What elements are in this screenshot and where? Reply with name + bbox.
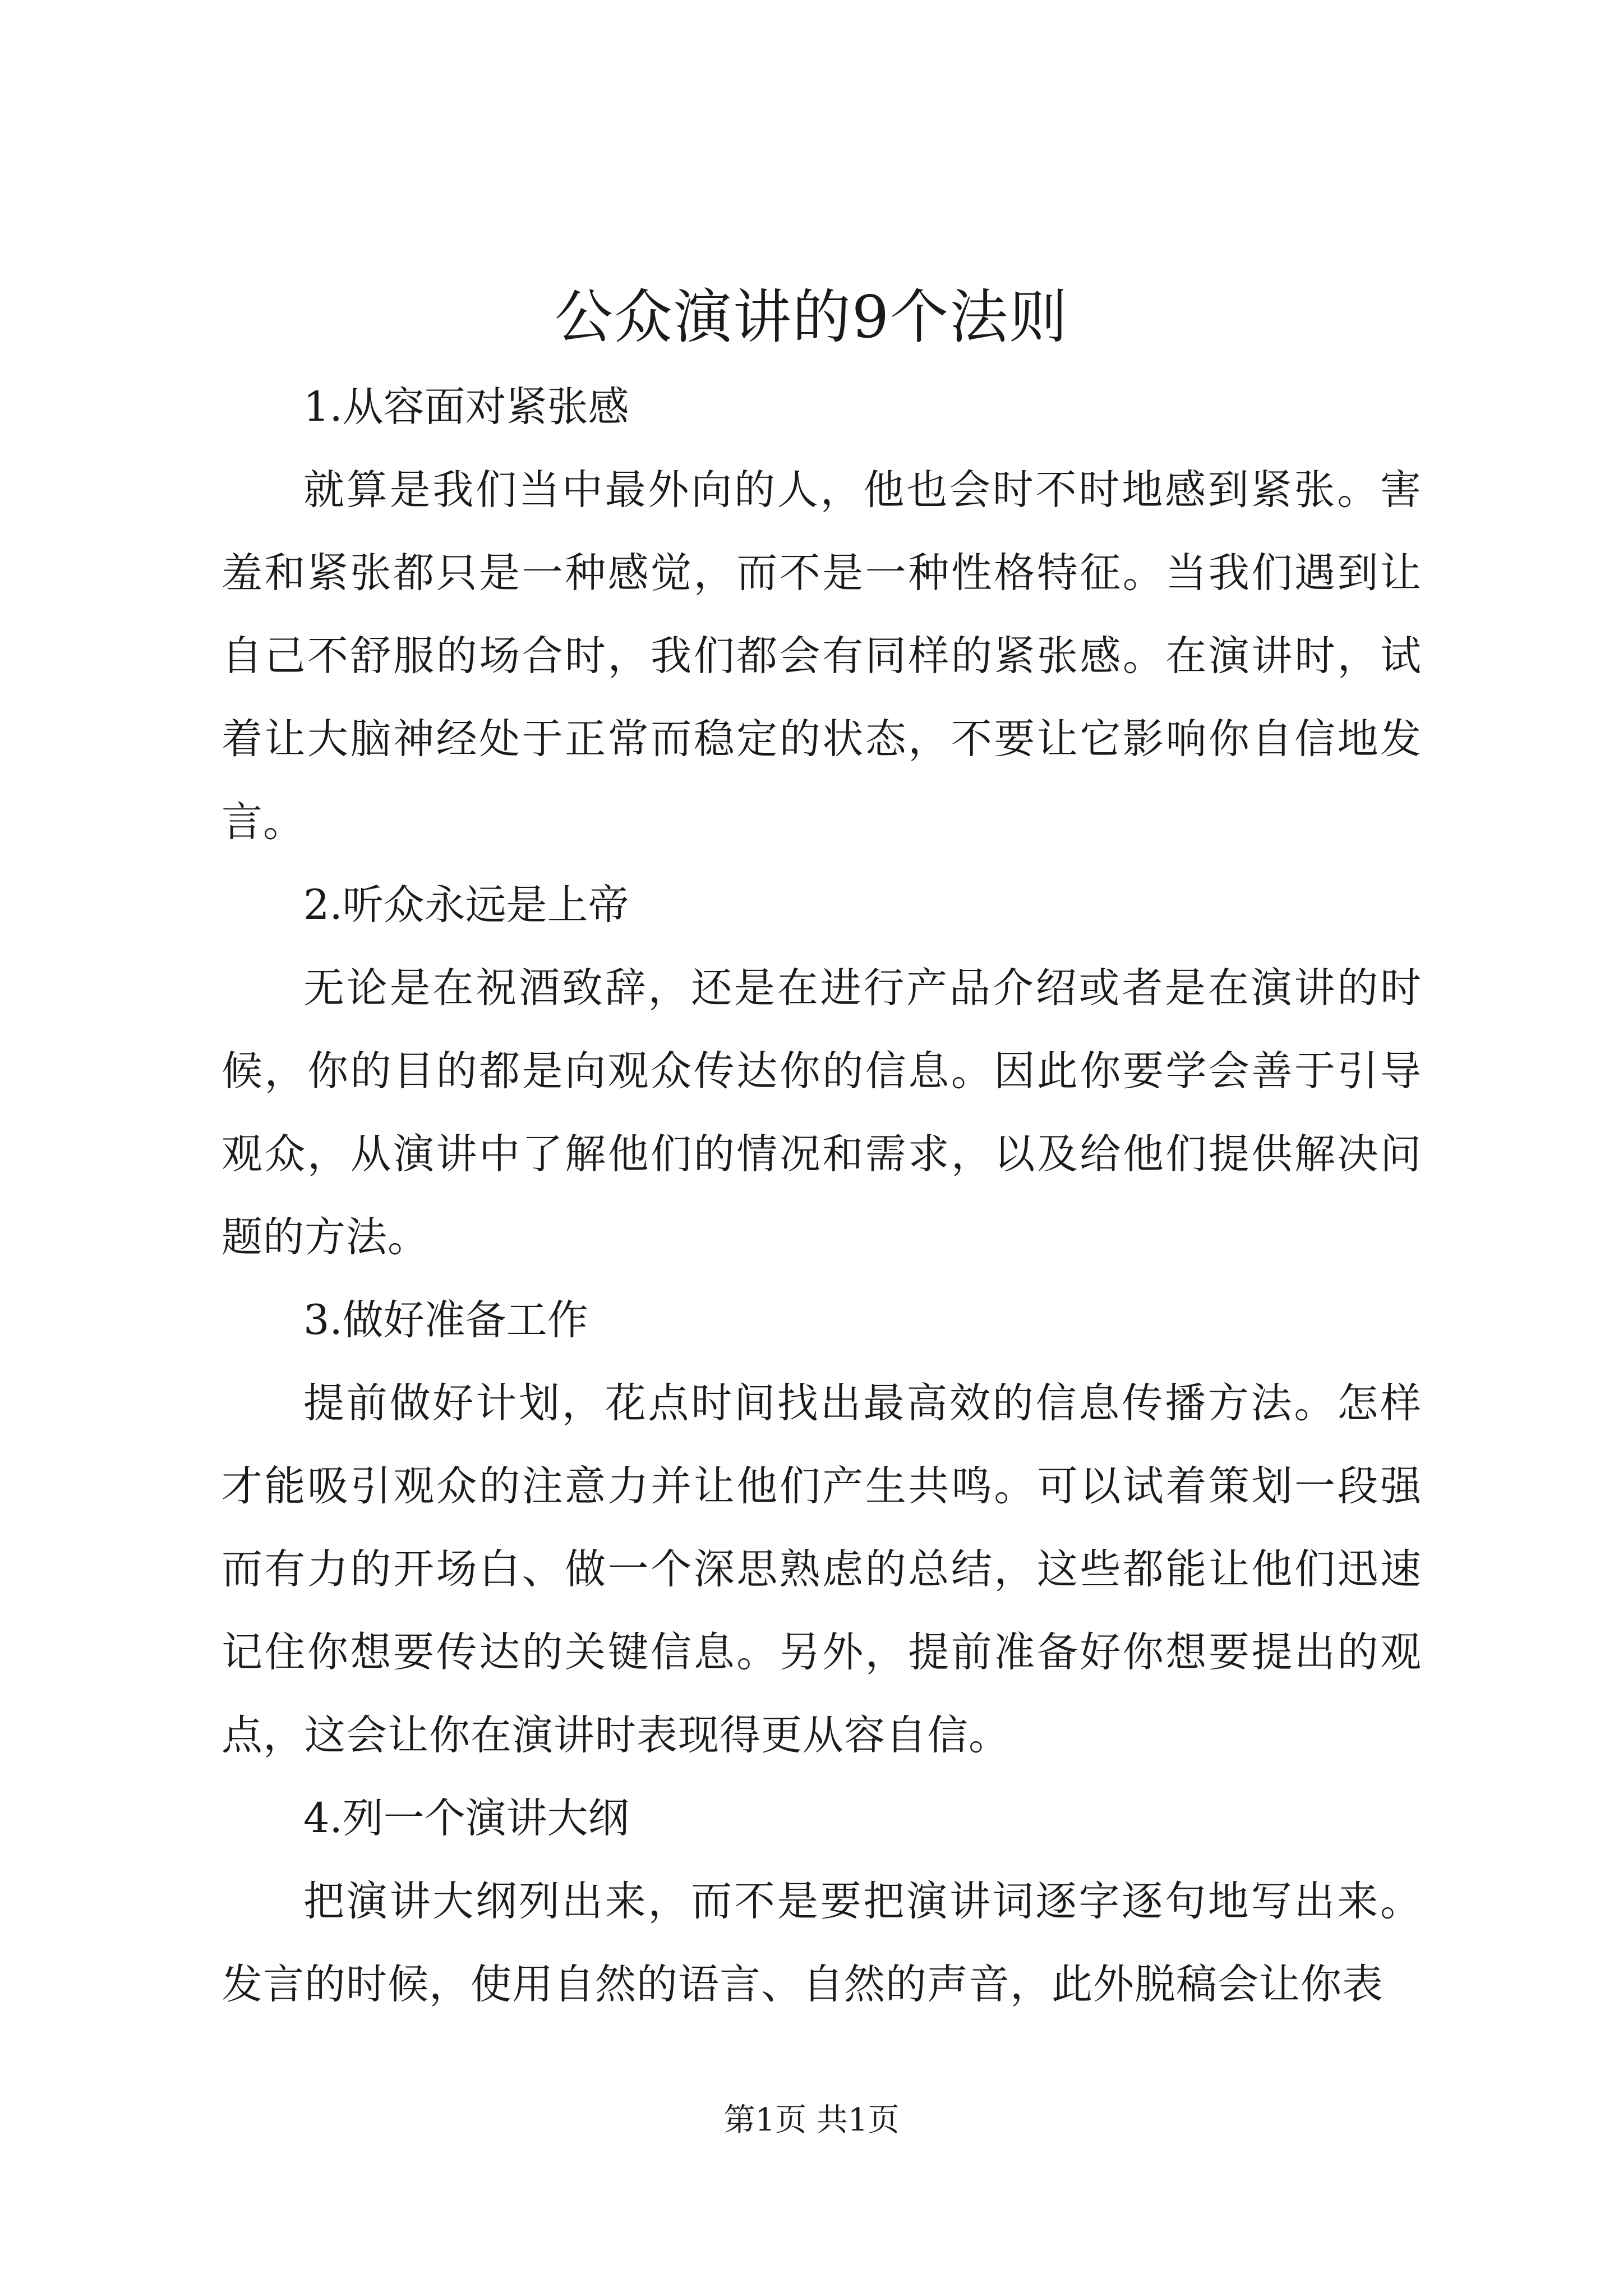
- document-title: 公众演讲的9个法则: [554, 283, 1069, 351]
- section-paragraph: 把演讲大纲列出来，而不是要把演讲词逐字逐句地写出来。发言的时候，使用自然的语言、自然的声音，此外脱稿会让你表: [222, 1878, 1422, 2008]
- page-footer: 第1页 共1页: [723, 2102, 900, 2138]
- section-heading: 3.做好准备工作: [303, 1296, 588, 1344]
- section-paragraph: 就算是我们当中最外向的人，他也会时不时地感到紧张。害羞和紧张都只是一种感觉，而不是一种性格特征。当我们遇到让自己不舒服的场合时，我们都会有同样的紧张感。在演讲时，试着让大脑神经处于正常而稳定的状态，不要让它影响你自信地发言。: [222, 466, 1422, 846]
- document-body: [222, 366, 1422, 2026]
- section-heading: 1.从容面对紧张感: [303, 383, 629, 431]
- section-heading: 4.列一个演讲大纲: [303, 1795, 629, 1842]
- section-paragraph: 无论是在祝酒致辞，还是在进行产品介绍或者是在演讲的时候，你的目的都是向观众传达你的信息。因此你要学会善于引导观众，从演讲中了解他们的情况和需求，以及给他们提供解决问题的方法。: [222, 964, 1422, 1261]
- section-paragraph: 提前做好计划，花点时间找出最高效的信息传播方法。怎样才能吸引观众的注意力并让他们产生共鸣。可以试着策划一段强而有力的开场白、做一个深思熟虑的总结，这些都能让他们迅速记住你想要传达的关键信息。另外，提前准备好你想要提出的观点，这会让你在演讲时表现得更从容自信。: [222, 1379, 1422, 1759]
- section-heading: 2.听众永远是上帝: [303, 881, 629, 929]
